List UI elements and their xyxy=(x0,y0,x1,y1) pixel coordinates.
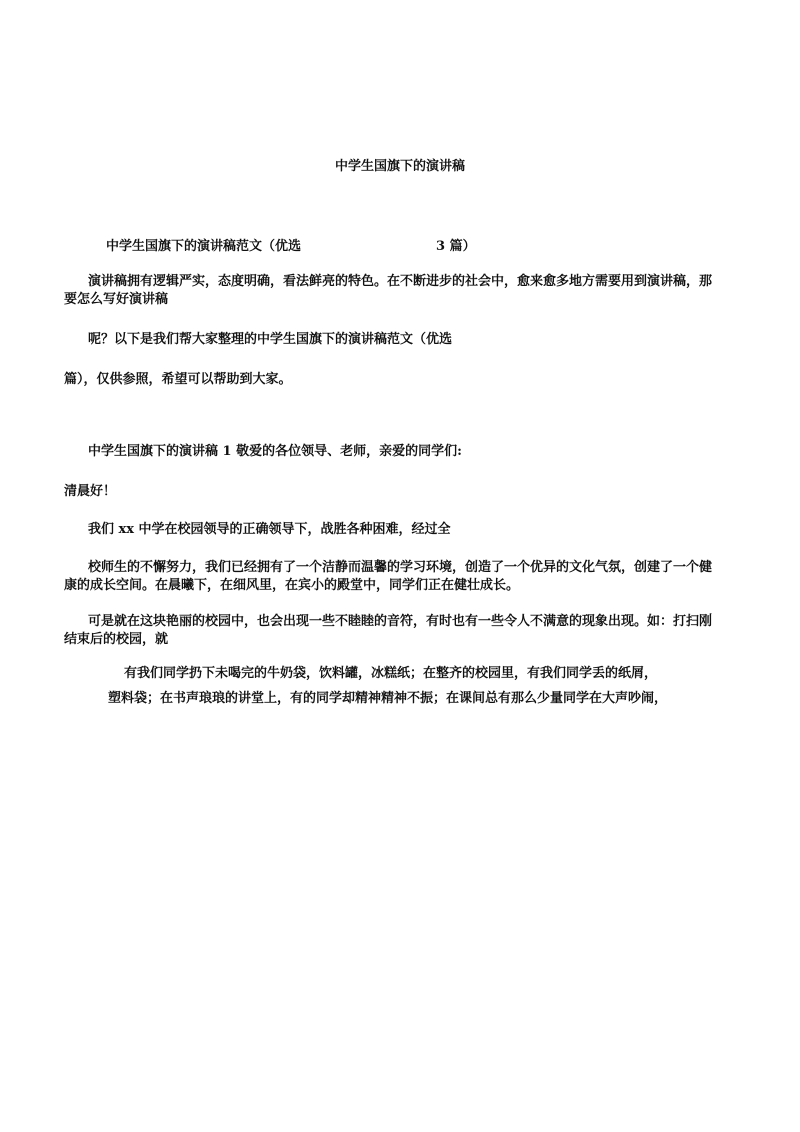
paragraph-4: 中学生国旗下的演讲稿 1 敬爱的各位领导、老师，亲爱的同学们: xyxy=(88,444,462,459)
paragraph-intro-line2: 要怎么写好演讲稿 xyxy=(64,292,169,307)
subtitle-left: 中学生国旗下的演讲稿范文（优选 xyxy=(106,239,302,254)
paragraph-intro xyxy=(64,273,736,309)
paragraph-7-line2: 康的成长空间。在晨曦下，在细风里，在宾小的殿堂中，同学们正在健壮成长。 xyxy=(64,578,520,593)
paragraph-9-line1: 有我们同学扔下未喝完的牛奶袋，饮料罐，冰糕纸；在整齐的校园里，有我们同学丢的纸屑， xyxy=(124,666,658,681)
paragraph-8 xyxy=(64,613,736,649)
paragraph-7-line1: 校师生的不懈努力，我们已经拥有了一个洁静而温馨的学习环境，创造了一个优异的文化气氛，创建了一个健 xyxy=(88,560,713,575)
paragraph-8-line2: 结束后的校园，就 xyxy=(64,632,169,647)
subtitle-right: 3 篇） xyxy=(436,239,476,254)
paragraph-3: 篇），仅供参照，希望可以帮助到大家。 xyxy=(64,372,292,387)
paragraph-8-line1: 可是就在这块艳丽的校园中，也会出现一些不睦睦的音符，有时也有一些令人不满意的现象出现。如：打扫刚 xyxy=(88,614,713,629)
paragraph-6: 我们 xx 中学在校园领导的正确领导下，战胜各种困难，经过全 xyxy=(88,522,451,537)
paragraph-intro-line1: 演讲稿拥有逻辑严实，态度明确，看法鲜亮的特色。在不断进步的社会中，愈来愈多地方需要用到演讲稿，那 xyxy=(88,274,713,289)
paragraph-greeting: 清晨好！ xyxy=(64,484,117,499)
document-title: 中学生国旗下的演讲稿 xyxy=(334,159,465,174)
paragraph-2: 呢？以下是我们帮大家整理的中学生国旗下的演讲稿范文（优选 xyxy=(88,332,453,347)
paragraph-9-line2: 塑料袋；在书声琅琅的讲堂上，有的同学却精神精神不振；在课间总有那么少量同学在大声吵闹， xyxy=(108,691,668,706)
paragraph-7 xyxy=(64,559,736,595)
